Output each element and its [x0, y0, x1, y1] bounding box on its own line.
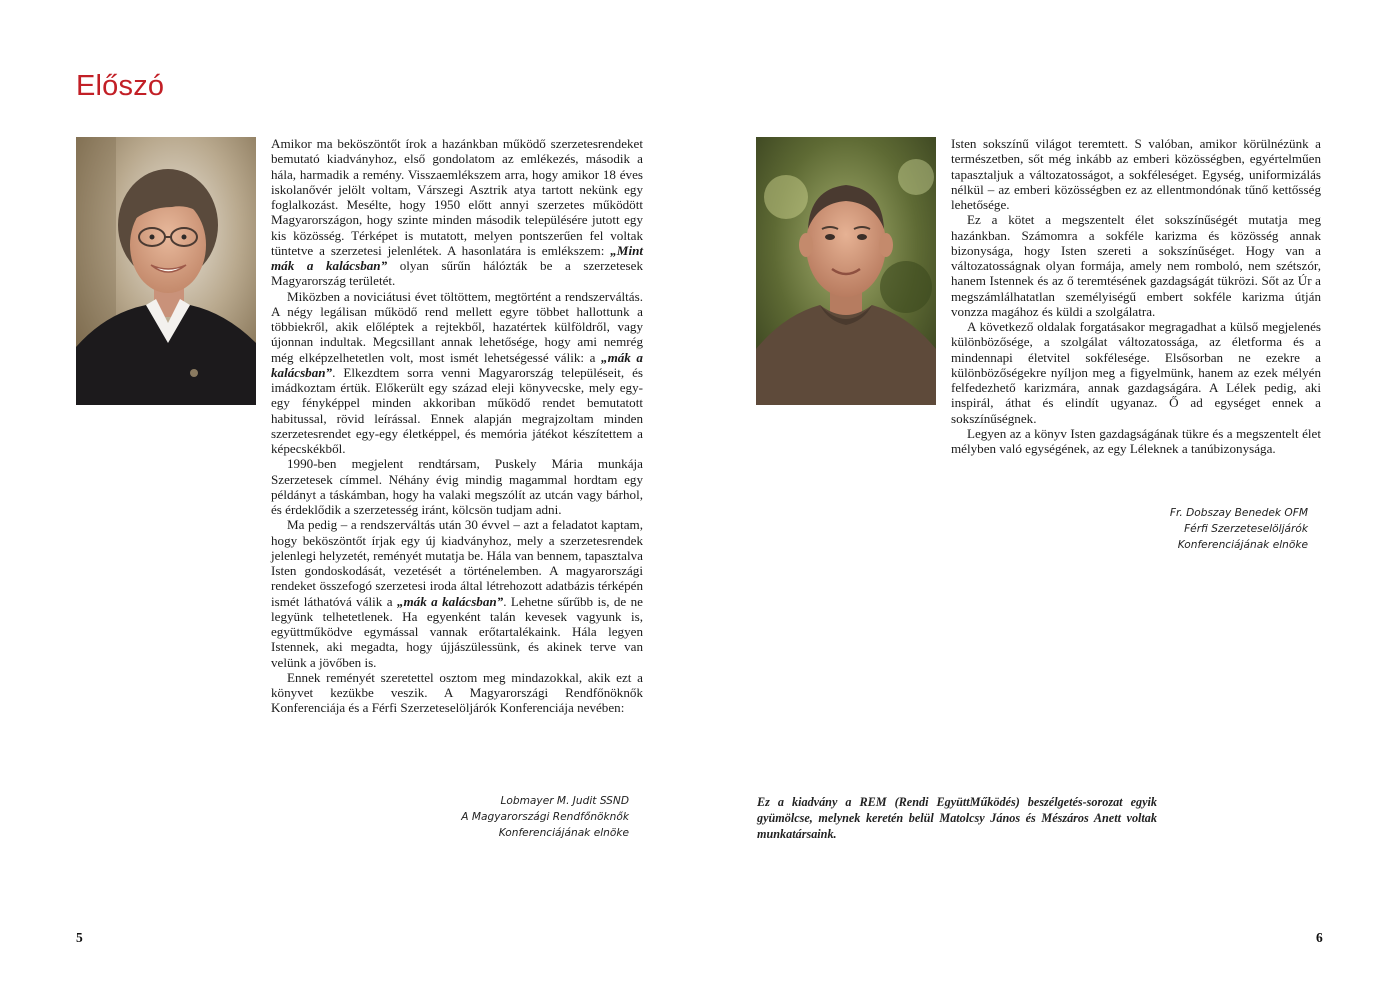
text-run: . Elkezdtem sorra venni Magyarország településeit, és imádkoztam értük. Előkerült egy század eleji könyvecske, mely egy-egy fényképpel minden akkoriban működő rendet bemutatott habitussal, rövid leírással. Ennek alapján megrajzoltam minden szerzetesrendet egy-egy életképpel, és memória játékot készítettem a képecskékből.: [271, 364, 643, 456]
text-run: Ma pedig – a rendszerváltás után 30 évvel – azt a feladatot kaptam, hogy beköszöntőt írjak egy új kiadványhoz, mely a szerzetesrendek jelenlegi helyzetét, reményét mutatja be. Hála van bennem, tapasztalva Isten gondoskodását, vezetését a történelemben. A magyarországi rendeket összefogó szerzetesi iroda által létrehozott adatbázis térképén ismét láthatóvá válik a: [271, 517, 643, 609]
paragraph: [271, 136, 643, 289]
portrait-photo-woman: [76, 137, 256, 405]
paragraph: [271, 670, 643, 716]
signature-right: [1100, 505, 1308, 554]
paragraph: [271, 289, 643, 457]
page-number-right: 6: [1316, 930, 1323, 945]
signature-role: A Magyarországi Rendfőnöknők: [461, 811, 629, 824]
text-run: Amikor ma beköszöntőt írok a hazánkban működő szerzetesrendeket bemutató kiadványhoz, első gondolatom az emlékezés, második a hála, harmadik a remény. Visszaemlékszem arra, hogy amikor 18 éves iskolanővér jelölt voltam, Várszegi Asztrik atya tartott nekünk egy foglalkozást. Mesélte, hogy 1950 előtt annyi szerzetes működött Magyarországon, hogy szinte minden második településére jutott egy kis közösség. Térképet is mutatott, melyen pontszerűen fel voltak tüntetve a szerzetesi jelenlétek. A hasonlatára is emlékszem:: [271, 136, 643, 258]
text-run: Miközben a noviciátusi évet töltöttem, megtörtént a rendszerváltás. A négy legálisan működő rend mellett egyre többet hallottunk a többiekről, akik előléptek a rejtekből, hazatértek külföldről, vagy újonnan indultak. Megcsillant annak lehetősége, hogy ami nemrég még elképzelhetetlen volt, most ismét lehetségessé válik: a: [271, 288, 643, 365]
paragraph: [951, 212, 1321, 319]
text-run: Ez a kötet a megszentelt élet sokszínűségét mutatja meg hazánkban. Számomra a sokféle karizma és közösség annak bizonysága, hogy Isten szereti a sokszínűséget. Hogy van a változatosságnak olyan formája, amely nem romboló, nem szétszór, hanem Istennek és az ő teremtésének gazdagságát tükrözi. Sőt az Úr a megszámlálhatatlan személyiségű embert sokféle karizma útján vonzza magához és küldi a szolgálatra.: [951, 212, 1321, 319]
text-run: . Lehetne sűrűbb is, de ne legyünk telhetetlenek. Ha egyenként talán kevesek vagyunk is, együttműködve egymással vannak erőtartalékaink. Hála legyen Istennek, aki megadta, hogy újjászülessünk, és akinek terve van velünk a jövőben is.: [271, 593, 643, 670]
text-run: 1990-ben megjelent rendtársam, Puskely Mária munkája Szerzetesek címmel. Néhány évig mindig magammal hordtam egy példányt a táskámban, hogy ha valaki megszólít az utcán vagy bárhol, és érdeklődik a szerzetesség iránt, kölcsön tudjam adni.: [271, 456, 643, 517]
text-run: Isten sokszínű világot teremtett. S valóban, amikor körülnézünk a természetben, sőt még inkább az emberi közösségben, egyértelműen tapasztaljuk a változatosságot, a sokféleséget. Egység, uniformizálás nélkül – az emberi közösségben ez az ellentmondónak tűnő kettősség lehetősége.: [951, 136, 1321, 212]
emphasized-phrase: „Mint mák a kalácsban”: [271, 242, 643, 273]
text-run: A következő oldalak forgatásakor megragadhat a külső megjelenés különbözősége, a szolgálat változatossága, az életforma és a mindennapi életvitel sokfélesége. Elsősorban ne ezekre a különbözőségekre nyíljon meg a figyelmünk, hanem az ezek mélyén felfedezhető karizmára, annak gazdagságára. A Lélek pedig, aki inspirál, áthat és elindít ugyanaz. Ő ad egységet ennek a sokszínűségnek.: [951, 319, 1321, 426]
signature-name: Fr. Dobszay Benedek OFM: [1169, 507, 1308, 519]
foreword-text-left: [271, 136, 643, 716]
text-run: Legyen az a könyv Isten gazdagságának tükre és a megszentelt élet mélyben való egységének, az egy Léleknek a tanúbizonysága.: [951, 425, 1321, 456]
text-run: olyan sűrűn hálózták be a szerzetesek Magyarország területét.: [271, 258, 643, 289]
paragraph: [951, 136, 1321, 212]
paragraph: [271, 517, 643, 670]
signature-role: Konferenciájának elnöke: [498, 827, 629, 840]
paragraph: [951, 319, 1321, 426]
signature-left: [420, 793, 629, 842]
signature-name: Lobmayer M. Judit SSND: [500, 795, 629, 807]
publication-note: Ez a kiadvány a REM (Rendi EgyüttMűködés) beszélgetés-sorozat egyik gyümölcse, melynek keretén belül Matolcsy János és Mészáros Anett voltak munkatársaink.: [757, 795, 1157, 841]
portrait-photo-friar: [756, 137, 936, 405]
page-title: Előszó: [76, 70, 165, 102]
emphasized-phrase: „mák a kalácsban”: [271, 349, 643, 380]
text-run: Ennek reményét szeretettel osztom meg mindazokkal, akik ezt a könyvet kezükbe veszik. A Magyarországi Rendfőnöknők Konferenciája és a Férfi Szerzeteselöljárók Konferenciája nevében:: [271, 669, 643, 716]
emphasized-phrase: „mák a kalácsban”: [396, 593, 504, 609]
signature-role: Férfi Szerzeteselöljárók: [1184, 523, 1308, 536]
page-number-left: 5: [76, 930, 83, 945]
paragraph: [271, 456, 643, 517]
paragraph: [951, 426, 1321, 457]
signature-role: Konferenciájának elnöke: [1177, 539, 1308, 552]
foreword-text-right: [951, 136, 1321, 456]
